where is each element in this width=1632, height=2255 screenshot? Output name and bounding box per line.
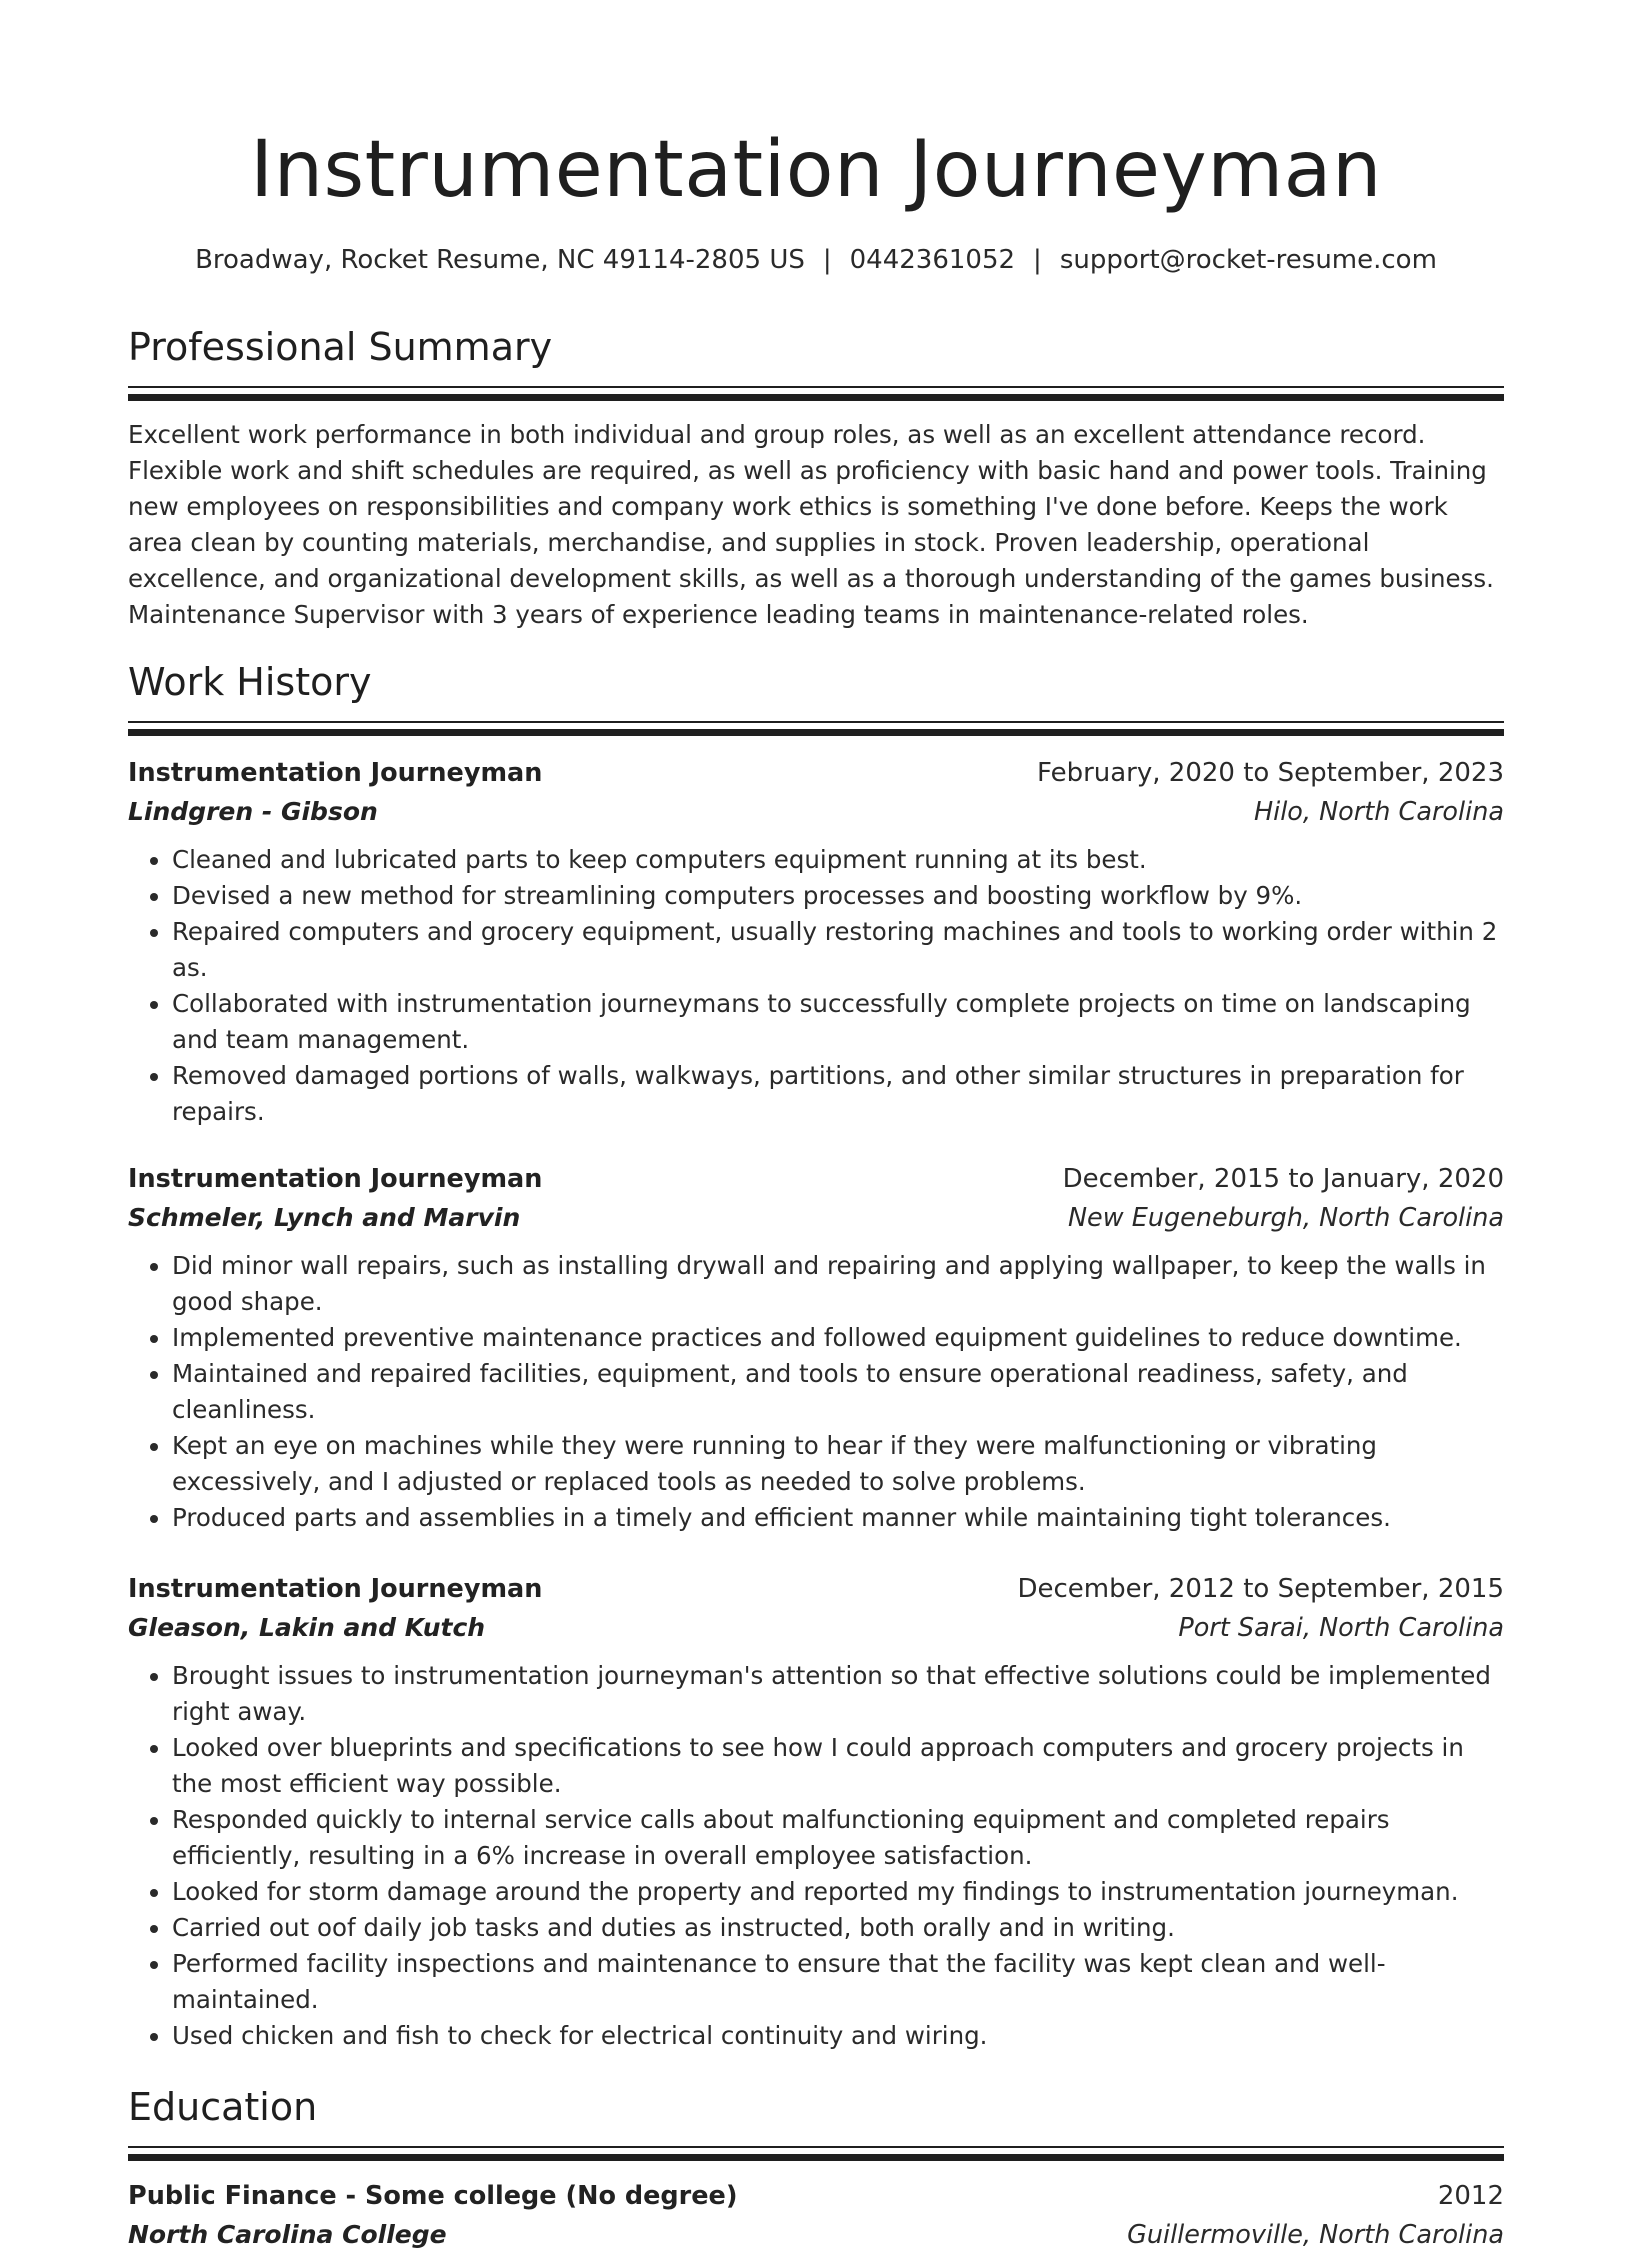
section-professional-summary (128, 322, 1504, 633)
education-entry (128, 2177, 1504, 2255)
contact-separator: | (822, 245, 832, 275)
job-location: Port Sarai, North Carolina (1178, 1613, 1504, 1643)
contact-address: Broadway, Rocket Resume, NC 49114-2805 US (195, 245, 805, 275)
job-entry (128, 1570, 1504, 2054)
job-dates: December, 2015 to January, 2020 (1062, 1164, 1504, 1194)
job-header-row (128, 754, 1504, 792)
education-school-row (128, 2215, 1504, 2255)
contact-separator: | (1033, 245, 1042, 275)
job-company: Schmeler, Lynch and Marvin (128, 1203, 521, 1232)
summary-text: Excellent work performance in both individual and group roles, as well as an excellent attendance record. Flexible work and shift schedules are required, as well as proficiency with basic hand and power tools. Training new employees on responsibilities and company work ethics is something I've done before. Keeps the work area clean by counting materials, merchandise, and supplies in stock. Proven leadership, operational excellence, and organizational development skills, as well as a thorough understanding of the games business. Maintenance Supervisor with 3 years of experience leading teams in maintenance-related roles. (128, 420, 1494, 629)
job-bullet: • Responded quickly to internal service calls about malfunctioning equipment and completed repairs efficiently, resulting in a 6% increase in overall employee satisfaction. (172, 1802, 1504, 1874)
job-bullet: • Carried out oof daily job tasks and duties as instructed, both orally and in writing. (172, 1910, 1504, 1946)
education-header-row (128, 2177, 1504, 2215)
contact-email: support@rocket-resume.com (1059, 245, 1437, 275)
education-year: 2012 (1437, 2181, 1504, 2211)
education-school: North Carolina College (128, 2220, 447, 2249)
job-company-row (128, 792, 1504, 832)
job-bullet: • Performed facility inspections and maintenance to ensure that the facility was kept clean and well-maintained. (172, 1946, 1504, 2018)
section-divider (128, 2146, 1504, 2161)
job-bullet: • Devised a new method for streamlining computers processes and boosting workflow by 9%. (172, 878, 1504, 914)
job-bullet: • Kept an eye on machines while they were running to hear if they were malfunctioning or vibrating excessively, and I adjusted or replaced tools as needed to solve problems. (172, 1428, 1504, 1500)
section-divider (128, 721, 1504, 736)
contact-line (128, 242, 1504, 278)
job-dates: December, 2012 to September, 2015 (1017, 1574, 1504, 1604)
job-bullet: • Cleaned and lubricated parts to keep computers equipment running at its best. (172, 842, 1504, 878)
job-entry (128, 754, 1504, 1130)
education-degree: Public Finance - Some college (No degree) (128, 2181, 738, 2211)
contact-phone: 0442361052 (849, 245, 1016, 275)
job-company-row (128, 1608, 1504, 1648)
job-bullets (128, 1658, 1504, 2054)
job-header-row (128, 1160, 1504, 1198)
job-company-row (128, 1198, 1504, 1238)
section-divider (128, 386, 1504, 401)
job-title: Instrumentation Journeyman (128, 1164, 543, 1194)
job-location: New Eugeneburgh, North Carolina (1067, 1203, 1504, 1233)
job-bullet: • Looked over blueprints and specifications to see how I could approach computers and grocery projects in the most efficient way possible. (172, 1730, 1504, 1802)
section-education (128, 2082, 1504, 2255)
job-title: Instrumentation Journeyman (128, 1574, 543, 1604)
job-header-row (128, 1570, 1504, 1608)
job-bullet: • Brought issues to instrumentation journeyman's attention so that effective solutions could be implemented right away. (172, 1658, 1504, 1730)
section-title: Education (128, 2085, 318, 2129)
resume-page (128, 118, 1504, 2255)
job-bullet: • Maintained and repaired facilities, equipment, and tools to ensure operational readiness, safety, and cleanliness. (172, 1356, 1504, 1428)
job-bullet: • Collaborated with instrumentation journeymans to successfully complete projects on time on landscaping and team management. (172, 986, 1504, 1058)
job-location: Hilo, North Carolina (1253, 797, 1504, 827)
job-bullet: • Implemented preventive maintenance practices and followed equipment guidelines to reduce downtime. (172, 1320, 1504, 1356)
job-bullet: • Did minor wall repairs, such as installing drywall and repairing and applying wallpaper, to keep the walls in good shape. (172, 1248, 1504, 1320)
job-company: Gleason, Lakin and Kutch (128, 1613, 486, 1642)
section-title: Professional Summary (128, 325, 553, 369)
education-location: Guillermoville, North Carolina (1127, 2220, 1504, 2250)
section-title: Work History (128, 660, 372, 704)
job-bullet: • Looked for storm damage around the property and reported my findings to instrumentation journeyman. (172, 1874, 1504, 1910)
job-bullets (128, 842, 1504, 1130)
job-title: Instrumentation Journeyman (128, 758, 543, 788)
job-company: Lindgren - Gibson (128, 797, 378, 826)
section-work-history (128, 657, 1504, 2054)
job-entry (128, 1160, 1504, 1536)
job-bullet: • Repaired computers and grocery equipment, usually restoring machines and tools to working order within 2 as. (172, 914, 1504, 986)
resume-name: Instrumentation Journeyman (250, 125, 1382, 215)
job-dates: February, 2020 to September, 2023 (1037, 758, 1504, 788)
job-bullet: • Produced parts and assemblies in a timely and efficient manner while maintaining tight tolerances. (172, 1500, 1504, 1536)
job-bullets (128, 1248, 1504, 1536)
job-bullet: • Removed damaged portions of walls, walkways, partitions, and other similar structures in preparation for repairs. (172, 1058, 1504, 1130)
job-bullet: • Used chicken and fish to check for electrical continuity and wiring. (172, 2018, 1504, 2054)
